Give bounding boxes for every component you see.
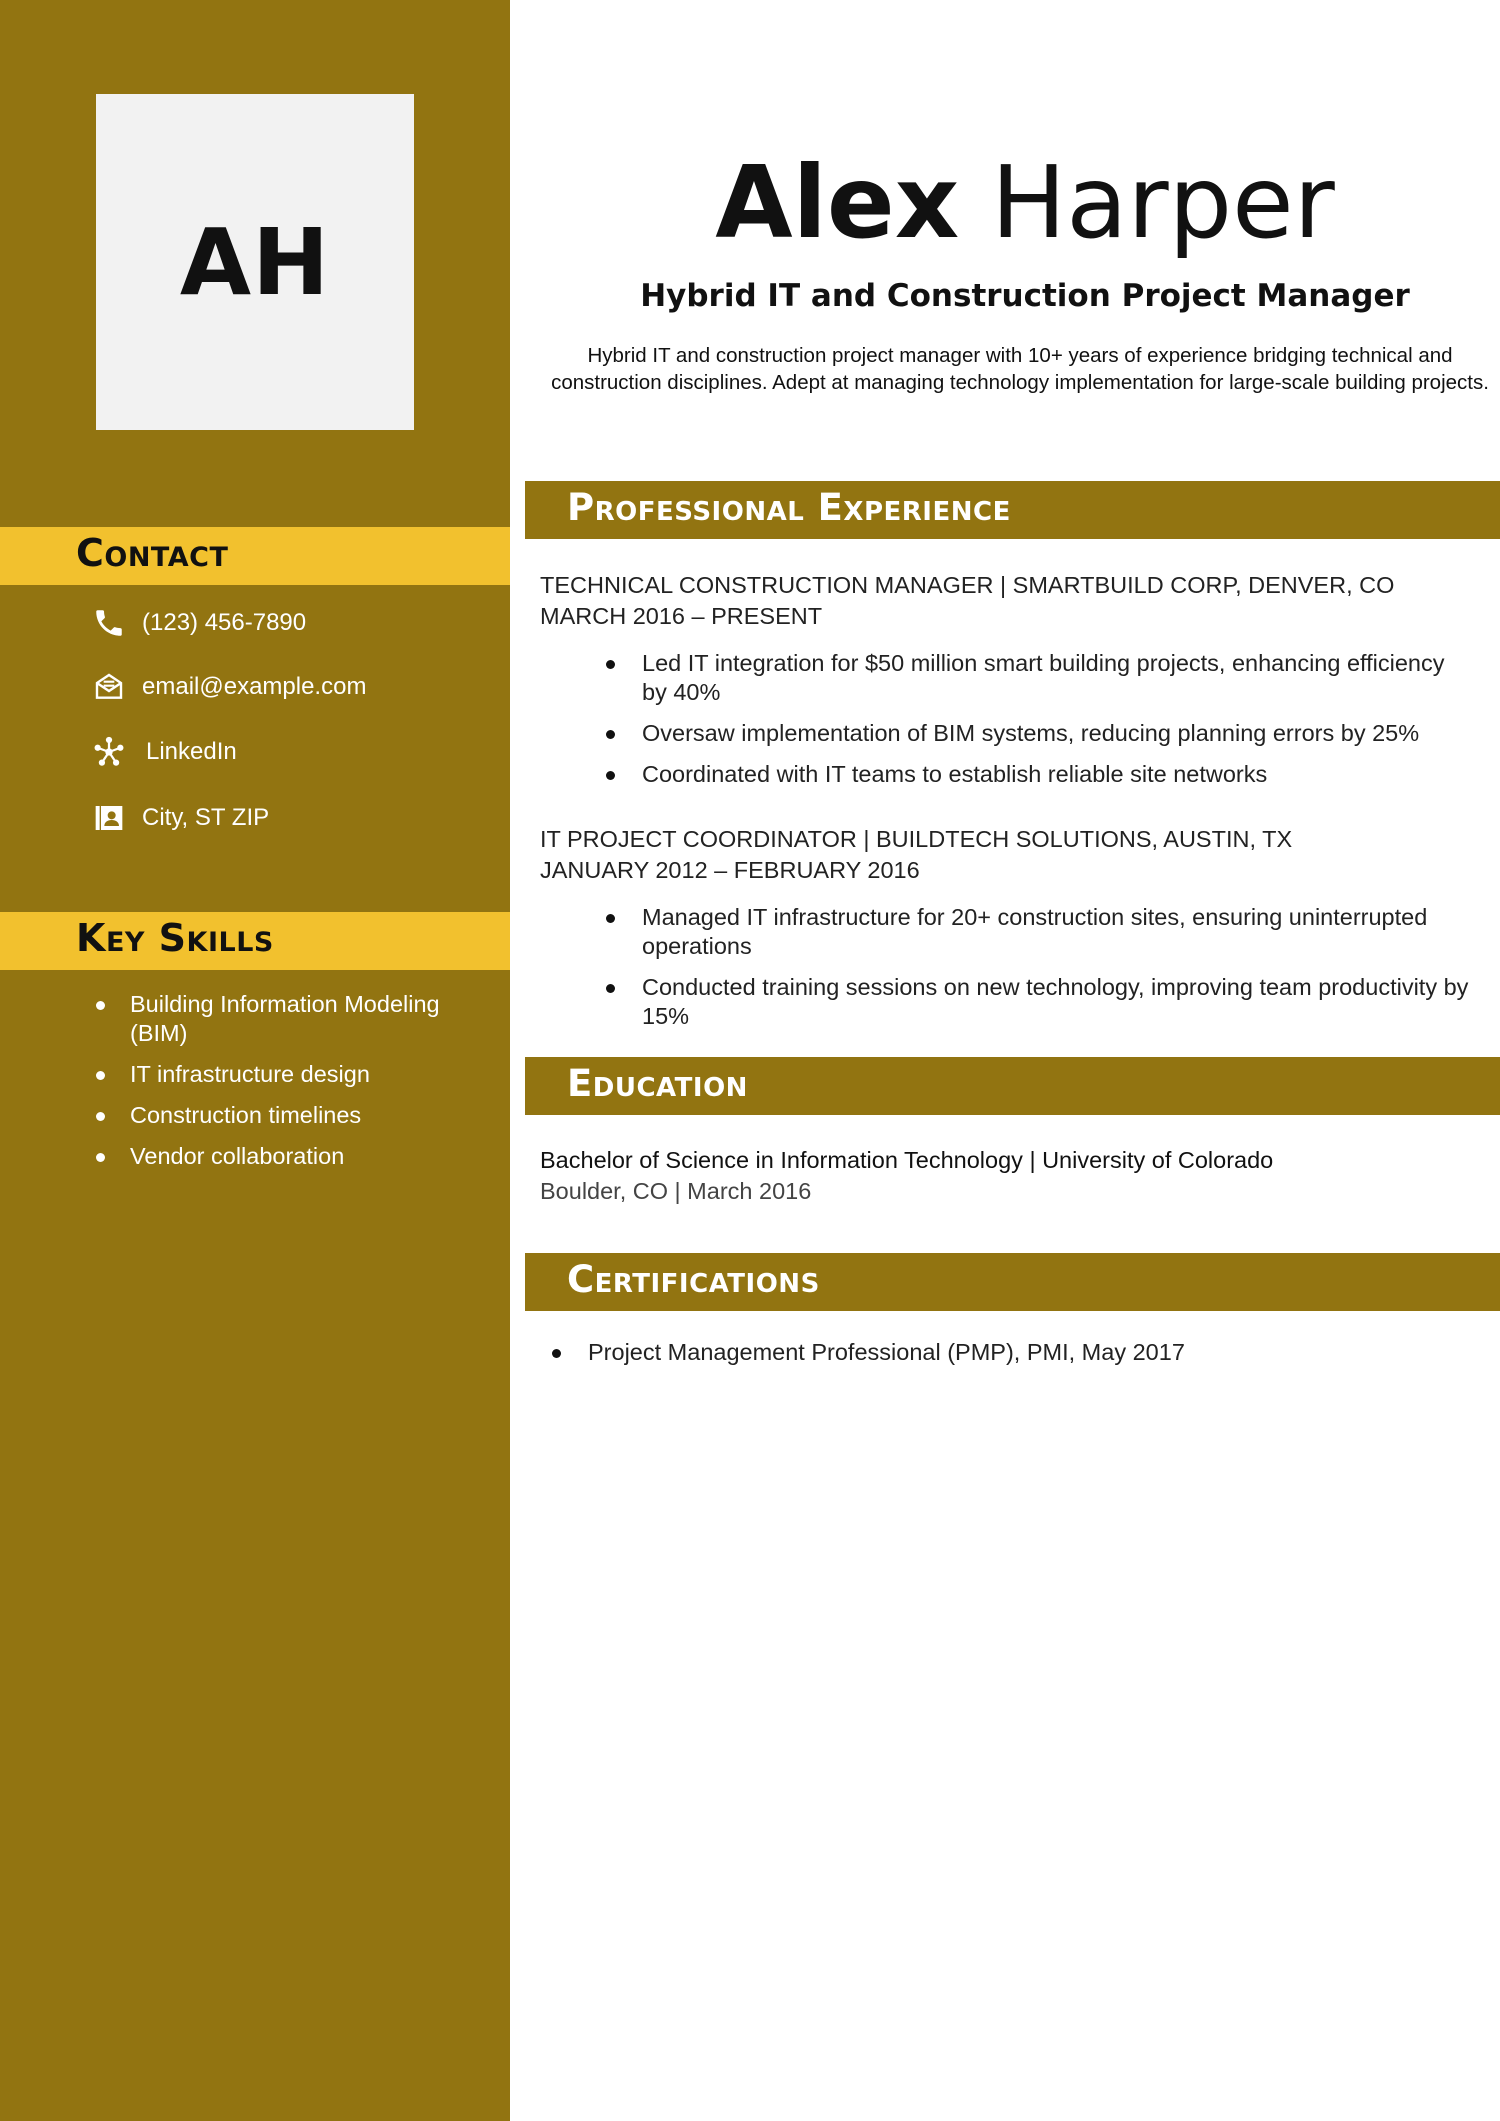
education-section-header — [525, 1057, 1500, 1115]
list-item: Managed IT infrastructure for 20+ construction sites, ensuring uninterrupted operations — [540, 903, 1470, 961]
job-header — [540, 570, 1480, 632]
candidate-title: Hybrid IT and Construction Project Manager — [640, 278, 1410, 314]
education-location: Boulder, CO | March 2016 — [540, 1178, 812, 1204]
job-title-line: TECHNICAL CONSTRUCTION MANAGER | SMARTBUILD CORP, DENVER, CO — [540, 572, 1395, 598]
education-entry — [540, 1145, 1480, 1207]
skill-item: Building Information Modeling (BIM) — [96, 990, 486, 1048]
sidebar — [0, 0, 510, 2121]
linkedin-text: LinkedIn — [146, 738, 237, 765]
certifications-list — [540, 1338, 1480, 1367]
main-content — [510, 0, 1500, 2121]
degree-line: Bachelor of Science in Information Technology | University of Colorado — [540, 1147, 1274, 1173]
skills-heading: Key Skills — [76, 916, 274, 960]
job-dates: MARCH 2016 – PRESENT — [540, 603, 823, 629]
experience-heading: Professional Experience — [567, 486, 1011, 529]
contact-email[interactable] — [92, 667, 366, 707]
phone-text: (123) 456-7890 — [142, 609, 307, 636]
job-header — [540, 824, 1480, 886]
skill-item: Construction timelines — [96, 1101, 486, 1130]
job-bullets — [540, 903, 1470, 1043]
list-item: Coordinated with IT teams to establish reliable site networks — [540, 760, 1470, 789]
skill-item: Vendor collaboration — [96, 1142, 486, 1171]
list-item: Oversaw implementation of BIM systems, reducing planning errors by 25% — [540, 719, 1470, 748]
address-card-icon — [92, 801, 126, 835]
certifications-heading: Certifications — [567, 1258, 820, 1301]
email-text: email@example.com — [142, 673, 367, 700]
address-text: City, ST ZIP — [142, 804, 270, 831]
list-item: Led IT integration for $50 million smart building projects, enhancing efficiency by 40% — [540, 649, 1470, 707]
job-title-line: IT PROJECT COORDINATOR | BUILDTECH SOLUTIONS, AUSTIN, TX — [540, 826, 1293, 852]
first-name: Alex — [715, 144, 960, 261]
profile-summary: Hybrid IT and construction project manager with 10+ years of experience bridging technical and construction disciplines. Adept at managing technology implementation for large-scale building projects. — [551, 344, 1489, 394]
contact-address[interactable] — [92, 798, 269, 838]
avatar — [96, 94, 414, 430]
contact-heading: Contact — [76, 531, 229, 575]
skills-section-header — [0, 912, 510, 970]
contact-phone[interactable] — [92, 603, 306, 643]
contact-linkedin[interactable] — [92, 732, 237, 772]
list-item: Conducted training sessions on new technology, improving team productivity by 15% — [540, 973, 1470, 1031]
network-icon — [92, 735, 126, 769]
experience-section-header — [525, 481, 1500, 539]
phone-icon — [92, 606, 126, 640]
avatar-initials: AH — [179, 208, 331, 316]
skill-item: IT infrastructure design — [96, 1060, 486, 1089]
job-bullets — [540, 649, 1470, 801]
education-heading: Education — [567, 1062, 748, 1105]
candidate-name — [510, 144, 1500, 261]
job-dates: JANUARY 2012 – FEBRUARY 2016 — [540, 857, 920, 883]
last-name: Harper — [991, 144, 1335, 261]
email-icon — [92, 670, 126, 704]
certifications-section-header — [525, 1253, 1500, 1311]
list-item: Project Management Professional (PMP), PMI, May 2017 — [540, 1338, 1480, 1367]
contact-section-header — [0, 527, 510, 585]
skills-list — [96, 990, 486, 1183]
